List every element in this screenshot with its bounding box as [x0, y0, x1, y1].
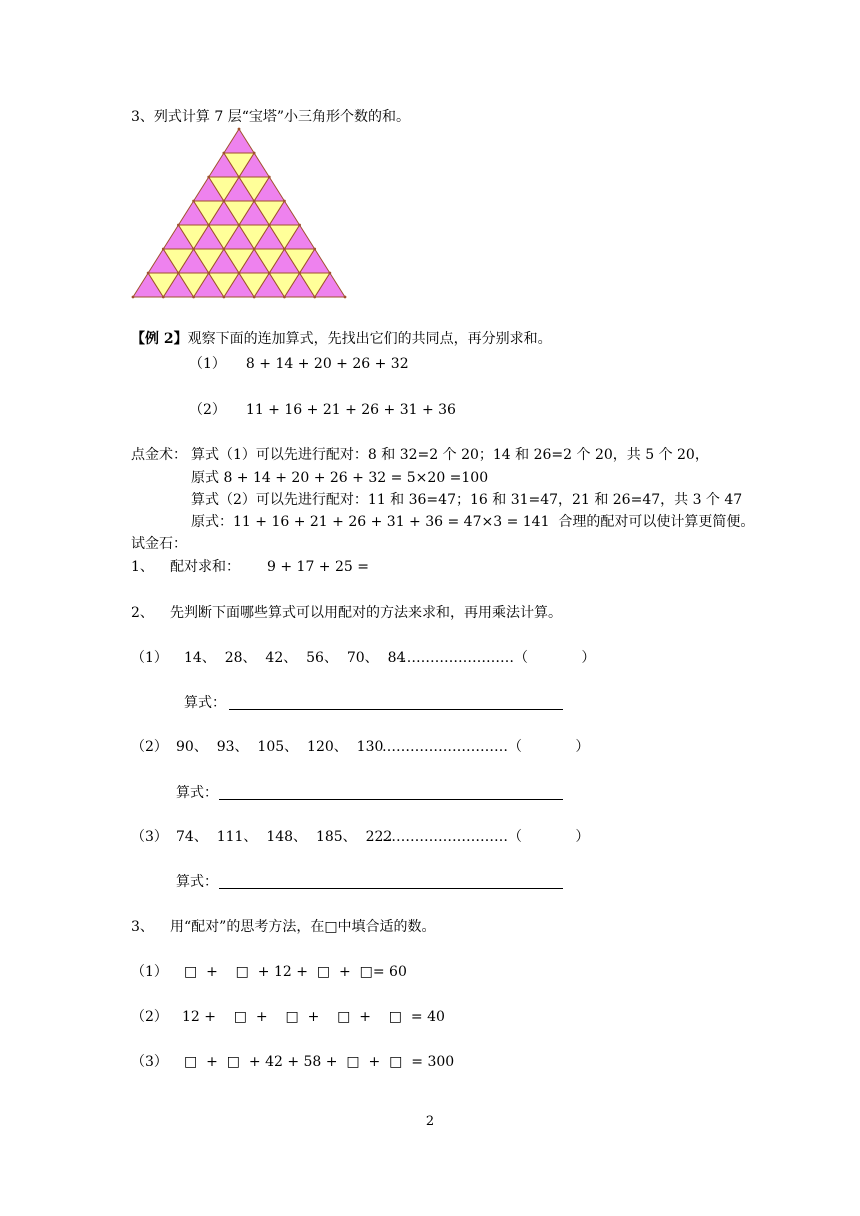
vertex-dot [253, 248, 256, 251]
vertex-dot [238, 272, 241, 275]
vertex-dot [268, 224, 271, 227]
trial-q2-text: 先判断下面哪些算式可以用配对的方法来求和，再用乘法计算。 [170, 605, 562, 621]
tips-line-3: 算式（2）可以先进行配对：11 和 36=47；16 和 31=47，21 和 26=47，共 3 个 47 [191, 492, 743, 508]
q2-item-1-number: （1） [131, 650, 168, 666]
tips-line-4: 原式：11 + 16 + 21 + 26 + 31 + 36 = 47×3 = 141 合理的配对可以使计算更简便。 [191, 514, 755, 530]
vertex-dot [192, 296, 195, 299]
q3-item-2-number: （2） [131, 1009, 168, 1025]
q2-item-3-sequence: 74、 111、 148、 185、 222 [176, 829, 393, 845]
vertex-dot [283, 248, 286, 251]
vertex-dot [283, 200, 286, 203]
q2-item-1-answer-line[interactable] [229, 709, 563, 710]
item-expression: 11 + 16 + 21 + 26 + 31 + 36 [245, 402, 456, 418]
q3-item-2-expression[interactable]: 12 + □ + □ + □ + □ = 40 [182, 1009, 445, 1025]
trial-q3-text: 用“配对”的思考方法，在□中填合适的数。 [170, 919, 436, 935]
vertex-dot [207, 176, 210, 179]
vertex-dot [268, 272, 271, 275]
q2-item-2-answer-line[interactable] [219, 799, 563, 800]
vertex-dot [328, 272, 331, 275]
vertex-dot [162, 248, 165, 251]
q3-item-1-number: （1） [131, 964, 168, 980]
q2-item-2-answer-box: ………………………（ ） [382, 739, 590, 755]
vertex-dot [283, 296, 286, 299]
q3-item-3-number: （3） [131, 1054, 168, 1070]
item-number: （2） [189, 402, 226, 418]
page-number: 2 [425, 1114, 435, 1129]
vertex-dot [147, 272, 150, 275]
q2-item-3-answer-box: ………………………（ ） [382, 829, 590, 845]
q2-item-1-formula-label: 算式： [184, 695, 226, 711]
q3-item-3-expression[interactable]: □ + □ + 42 + 58 + □ + □ = 300 [184, 1054, 455, 1070]
vertex-dot [192, 200, 195, 203]
vertex-dot [253, 296, 256, 299]
q2-item-1-sequence: 14、 28、 42、 56、 70、 84 [184, 650, 406, 666]
item-number: （1） [189, 356, 226, 372]
q2-item-3-formula-label: 算式： [176, 874, 218, 890]
q2-item-3-number: （3） [131, 829, 168, 845]
vertex-dot [298, 272, 301, 275]
vertex-dot [222, 248, 225, 251]
q2-item-1-answer-box: ……………………（ ） [402, 650, 596, 666]
example2-item-1 [189, 355, 409, 373]
vertex-dot [222, 152, 225, 155]
tips-line-2: 原式 8 + 14 + 20 + 26 + 32 = 5×20 =100 [191, 470, 489, 486]
vertex-dot [268, 176, 271, 179]
vertex-dot [238, 176, 241, 179]
up-triangle [224, 129, 254, 153]
example2-prompt: 观察下面的连加算式，先找出它们的共同点，再分别求和。 [187, 331, 552, 347]
vertex-dot [298, 224, 301, 227]
q2-item-2-formula-label: 算式： [176, 785, 218, 801]
trial-q1-expression: 9 + 17 + 25 = [267, 559, 369, 575]
vertex-dot [313, 296, 316, 299]
trial-q3-number: 3、 [131, 919, 154, 935]
q2-item-3-answer-line[interactable] [219, 888, 563, 889]
vertex-dot [207, 272, 210, 275]
vertex-dot [132, 296, 135, 299]
item-expression: 8 + 14 + 20 + 26 + 32 [245, 356, 409, 372]
problem3-title: 3、列式计算 7 层“宝塔”小三角形个数的和。 [131, 109, 411, 125]
example2-label: 【例 2】 [131, 331, 188, 347]
vertex-dot [238, 128, 241, 131]
vertex-dot [162, 296, 165, 299]
trial-q2-number: 2、 [131, 605, 154, 621]
vertex-dot [313, 248, 316, 251]
pyramid-figure [131, 127, 347, 299]
trial-label: 试金石： [131, 536, 187, 552]
vertex-dot [177, 272, 180, 275]
vertex-dot [222, 296, 225, 299]
tips-line-1: 算式（1）可以先进行配对：8 和 32=2 个 20；14 和 26=2 个 20，共 5 个 20， [191, 447, 709, 463]
vertex-dot [207, 224, 210, 227]
example2-heading [131, 330, 552, 348]
example2-item-2 [189, 401, 456, 419]
vertex-dot [253, 152, 256, 155]
q3-item-1-expression[interactable]: □ + □ + 12 + □ + □= 60 [184, 964, 407, 980]
vertex-dot [238, 224, 241, 227]
trial-q1-number: 1、 [131, 559, 154, 575]
trial-q1-text: 配对求和： [170, 559, 240, 575]
vertex-dot [344, 296, 347, 299]
vertex-dot [192, 248, 195, 251]
q2-item-2-sequence: 90、 93、 105、 120、 130 [176, 739, 384, 755]
vertex-dot [177, 224, 180, 227]
tips-label: 点金术： [131, 447, 187, 463]
vertex-dot [253, 200, 256, 203]
vertex-dot [222, 200, 225, 203]
q2-item-2-number: （2） [131, 739, 168, 755]
